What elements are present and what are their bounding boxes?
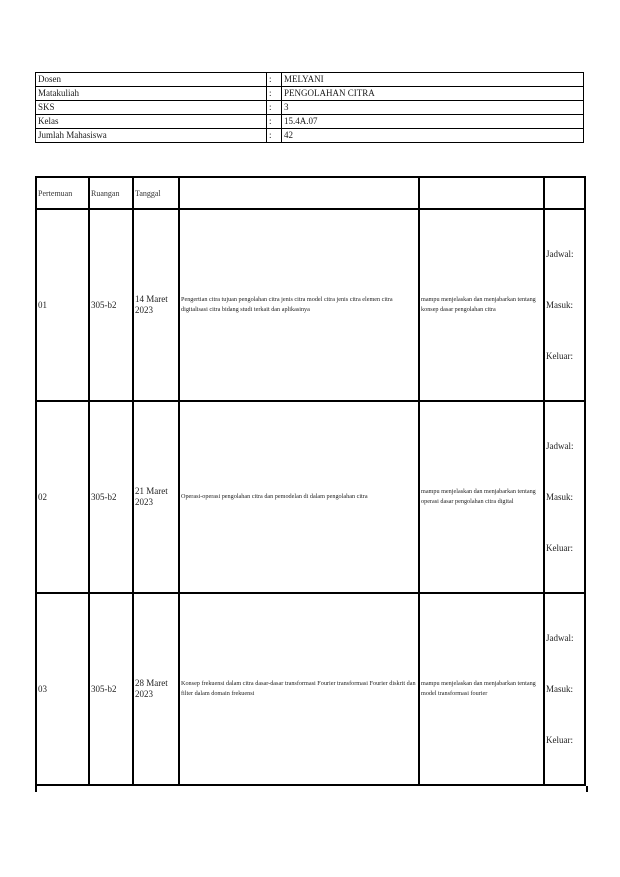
date: 28 Maret 2023 [133, 593, 179, 785]
info-value: 15.4A.07 [282, 115, 584, 129]
course-info-table [35, 72, 584, 143]
date: 21 Maret 2023 [133, 401, 179, 593]
meeting-number: 02 [36, 401, 89, 593]
check-out-label: Keluar: [546, 351, 573, 361]
table-continuation [35, 786, 588, 792]
room: 305-b2 [89, 209, 133, 401]
topic: Operasi-operasi pengolahan citra dan pemodelan di dalam pengolahan citra [179, 401, 419, 593]
info-separator: : [267, 129, 282, 143]
info-label: SKS [36, 101, 267, 115]
schedule-label: Jadwal: [546, 249, 574, 259]
topic: Pengertian citra tujuan pengolahan citra jenis citra model citra jenis citra elemen citra digitalisasi citra bidang studi terkait dan aplikasinya [179, 209, 419, 401]
column-header-ruangan: Ruangan [89, 177, 133, 209]
table-row [36, 209, 585, 401]
check-out-label: Keluar: [546, 735, 573, 745]
room: 305-b2 [89, 593, 133, 785]
meeting-number: 01 [36, 209, 89, 401]
column-header-pertemuan: Pertemuan [36, 177, 89, 209]
info-value: 3 [282, 101, 584, 115]
meeting-number: 03 [36, 593, 89, 785]
table-row [36, 401, 585, 593]
topic: Konsep frekuensi dalam citra dasar-dasar transformasi Fourier transformasi Fourier diskrit dan filter dalam domain frekuensi [179, 593, 419, 785]
info-row-jumlah-mahasiswa [36, 129, 584, 143]
check-in-label: Masuk: [546, 684, 573, 694]
objective: mampu menjelaskan dan menjabarkan tentang konsep dasar pengolahan citra [419, 209, 544, 401]
check-in-label: Masuk: [546, 492, 573, 502]
info-row-dosen [36, 73, 584, 87]
table-row [36, 593, 585, 785]
column-header-notes [544, 177, 585, 209]
info-separator: : [267, 73, 282, 87]
schedule-label: Jadwal: [546, 633, 574, 643]
column-header-topic [179, 177, 419, 209]
info-row-kelas [36, 115, 584, 129]
objective: mampu menjelaskan dan menjabarkan tentang model transformasi fourier [419, 593, 544, 785]
info-label: Dosen [36, 73, 267, 87]
info-label: Matakuliah [36, 87, 267, 101]
attendance-notes [544, 401, 585, 593]
info-label: Jumlah Mahasiswa [36, 129, 267, 143]
check-out-label: Keluar: [546, 543, 573, 553]
info-label: Kelas [36, 115, 267, 129]
attendance-notes [544, 593, 585, 785]
objective: mampu menjelaskan dan menjabarkan tentang operasi dasar pengolahan citra digital [419, 401, 544, 593]
info-separator: : [267, 87, 282, 101]
info-separator: : [267, 115, 282, 129]
column-header-objective [419, 177, 544, 209]
info-separator: : [267, 101, 282, 115]
check-in-label: Masuk: [546, 300, 573, 310]
room: 305-b2 [89, 401, 133, 593]
info-row-sks [36, 101, 584, 115]
info-value: 42 [282, 129, 584, 143]
info-value: MELYANI [282, 73, 584, 87]
date: 14 Maret 2023 [133, 209, 179, 401]
info-row-matakuliah [36, 87, 584, 101]
schedule-label: Jadwal: [546, 441, 574, 451]
info-value: PENGOLAHAN CITRA [282, 87, 584, 101]
attendance-notes [544, 209, 585, 401]
schedule-table [35, 176, 586, 786]
schedule-header-row [36, 177, 585, 209]
column-header-tanggal: Tanggal [133, 177, 179, 209]
